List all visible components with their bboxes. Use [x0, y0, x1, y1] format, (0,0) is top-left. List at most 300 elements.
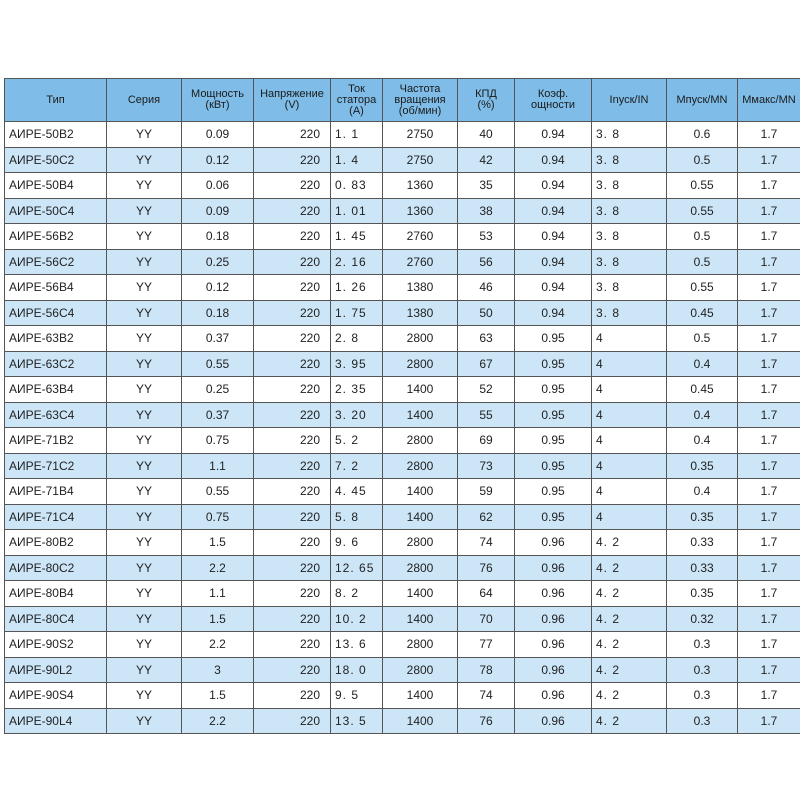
cell-max-torque-ratio: 1.7: [738, 402, 800, 428]
table-row: [5, 683, 800, 709]
cell-speed: 1400: [383, 606, 458, 632]
cell-series: YY: [107, 683, 182, 709]
cell-voltage: 220: [254, 173, 331, 199]
cell-series: YY: [107, 402, 182, 428]
cell-power: 1.1: [182, 453, 254, 479]
cell-efficiency: 74: [458, 530, 515, 556]
cell-start-current-ratio: 4: [592, 326, 667, 352]
cell-power: 2.2: [182, 555, 254, 581]
cell-stator-current: 2. 16: [331, 249, 383, 275]
table-row: [5, 657, 800, 683]
cell-power-factor: 0.96: [515, 683, 592, 709]
cell-max-torque-ratio: 1.7: [738, 147, 800, 173]
cell-efficiency: 46: [458, 275, 515, 301]
cell-series: YY: [107, 530, 182, 556]
cell-max-torque-ratio: 1.7: [738, 657, 800, 683]
cell-speed: 2800: [383, 351, 458, 377]
cell-start-current-ratio: 4. 2: [592, 657, 667, 683]
cell-type: АИРЕ-80В2: [5, 530, 107, 556]
cell-start-current-ratio: 3. 8: [592, 224, 667, 250]
cell-series: YY: [107, 632, 182, 658]
cell-stator-current: 8. 2: [331, 581, 383, 607]
cell-stator-current: 10. 2: [331, 606, 383, 632]
cell-start-torque-ratio: 0.35: [667, 453, 738, 479]
table-row: [5, 453, 800, 479]
cell-stator-current: 3. 95: [331, 351, 383, 377]
cell-type: АИРЕ-71В2: [5, 428, 107, 454]
cell-type: АИРЕ-80С4: [5, 606, 107, 632]
cell-type: АИРЕ-90S4: [5, 683, 107, 709]
cell-efficiency: 35: [458, 173, 515, 199]
cell-max-torque-ratio: 1.7: [738, 555, 800, 581]
cell-efficiency: 55: [458, 402, 515, 428]
cell-voltage: 220: [254, 198, 331, 224]
cell-efficiency: 70: [458, 606, 515, 632]
cell-series: YY: [107, 249, 182, 275]
cell-start-current-ratio: 3. 8: [592, 198, 667, 224]
table-row: [5, 632, 800, 658]
cell-max-torque-ratio: 1.7: [738, 581, 800, 607]
table-row: [5, 147, 800, 173]
table-row: [5, 581, 800, 607]
cell-max-torque-ratio: 1.7: [738, 275, 800, 301]
cell-series: YY: [107, 377, 182, 403]
cell-power: 0.55: [182, 479, 254, 505]
cell-power: 0.37: [182, 326, 254, 352]
cell-voltage: 220: [254, 530, 331, 556]
cell-stator-current: 1. 75: [331, 300, 383, 326]
cell-power-factor: 0.96: [515, 555, 592, 581]
cell-speed: 1380: [383, 275, 458, 301]
cell-start-torque-ratio: 0.5: [667, 147, 738, 173]
cell-voltage: 220: [254, 224, 331, 250]
table-row: [5, 275, 800, 301]
cell-start-current-ratio: 3. 8: [592, 249, 667, 275]
cell-voltage: 220: [254, 632, 331, 658]
cell-power-factor: 0.94: [515, 173, 592, 199]
cell-efficiency: 62: [458, 504, 515, 530]
cell-series: YY: [107, 428, 182, 454]
cell-start-current-ratio: 4: [592, 479, 667, 505]
table-row: [5, 428, 800, 454]
cell-voltage: 220: [254, 555, 331, 581]
cell-series: YY: [107, 708, 182, 734]
cell-power-factor: 0.95: [515, 479, 592, 505]
specs-table-container: [4, 78, 800, 734]
cell-max-torque-ratio: 1.7: [738, 249, 800, 275]
cell-power: 1.5: [182, 530, 254, 556]
cell-max-torque-ratio: 1.7: [738, 300, 800, 326]
table-row: [5, 122, 800, 148]
header-start-current-ratio: Inуск/IN: [592, 79, 667, 122]
cell-power-factor: 0.95: [515, 402, 592, 428]
cell-voltage: 220: [254, 708, 331, 734]
cell-speed: 1400: [383, 504, 458, 530]
header-power-factor: Коэф. ощности: [515, 79, 592, 122]
cell-type: АИРЕ-90S2: [5, 632, 107, 658]
cell-power-factor: 0.95: [515, 377, 592, 403]
table-row: [5, 555, 800, 581]
cell-efficiency: 69: [458, 428, 515, 454]
cell-series: YY: [107, 351, 182, 377]
cell-max-torque-ratio: 1.7: [738, 224, 800, 250]
cell-stator-current: 1. 1: [331, 122, 383, 148]
cell-voltage: 220: [254, 428, 331, 454]
cell-speed: 2800: [383, 632, 458, 658]
cell-start-torque-ratio: 0.33: [667, 530, 738, 556]
cell-series: YY: [107, 224, 182, 250]
cell-power: 0.06: [182, 173, 254, 199]
cell-start-current-ratio: 4: [592, 504, 667, 530]
cell-type: АИРЕ-63С2: [5, 351, 107, 377]
cell-power-factor: 0.94: [515, 122, 592, 148]
cell-series: YY: [107, 173, 182, 199]
motor-specs-table: [4, 78, 800, 734]
cell-speed: 2760: [383, 249, 458, 275]
cell-series: YY: [107, 275, 182, 301]
cell-power: 0.25: [182, 249, 254, 275]
table-row: [5, 224, 800, 250]
cell-speed: 2800: [383, 326, 458, 352]
cell-voltage: 220: [254, 275, 331, 301]
cell-max-torque-ratio: 1.7: [738, 606, 800, 632]
cell-speed: 1380: [383, 300, 458, 326]
cell-start-current-ratio: 4. 2: [592, 708, 667, 734]
cell-start-current-ratio: 4: [592, 428, 667, 454]
cell-stator-current: 1. 4: [331, 147, 383, 173]
cell-voltage: 220: [254, 300, 331, 326]
cell-start-current-ratio: 3. 8: [592, 173, 667, 199]
cell-start-torque-ratio: 0.4: [667, 479, 738, 505]
cell-type: АИРЕ-80С2: [5, 555, 107, 581]
cell-power-factor: 0.94: [515, 198, 592, 224]
cell-max-torque-ratio: 1.7: [738, 122, 800, 148]
cell-voltage: 220: [254, 377, 331, 403]
cell-efficiency: 76: [458, 708, 515, 734]
cell-efficiency: 76: [458, 555, 515, 581]
cell-power: 1.5: [182, 683, 254, 709]
cell-type: АИРЕ-80В4: [5, 581, 107, 607]
cell-type: АИРЕ-63В2: [5, 326, 107, 352]
cell-voltage: 220: [254, 479, 331, 505]
cell-stator-current: 1. 45: [331, 224, 383, 250]
cell-power: 2.2: [182, 708, 254, 734]
cell-speed: 1400: [383, 479, 458, 505]
cell-type: АИРЕ-56В2: [5, 224, 107, 250]
cell-power-factor: 0.96: [515, 632, 592, 658]
cell-power-factor: 0.94: [515, 300, 592, 326]
table-row: [5, 351, 800, 377]
cell-speed: 1400: [383, 581, 458, 607]
cell-speed: 1400: [383, 402, 458, 428]
cell-stator-current: 3. 20: [331, 402, 383, 428]
cell-max-torque-ratio: 1.7: [738, 683, 800, 709]
table-row: [5, 606, 800, 632]
cell-stator-current: 5. 2: [331, 428, 383, 454]
table-row: [5, 708, 800, 734]
cell-power: 0.12: [182, 147, 254, 173]
table-row: [5, 198, 800, 224]
cell-type: АИРЕ-50С2: [5, 147, 107, 173]
cell-start-current-ratio: 4. 2: [592, 632, 667, 658]
cell-start-torque-ratio: 0.3: [667, 632, 738, 658]
cell-voltage: 220: [254, 606, 331, 632]
cell-type: АИРЕ-50В4: [5, 173, 107, 199]
cell-start-current-ratio: 4: [592, 377, 667, 403]
cell-efficiency: 67: [458, 351, 515, 377]
cell-max-torque-ratio: 1.7: [738, 530, 800, 556]
cell-power: 0.09: [182, 122, 254, 148]
cell-start-torque-ratio: 0.45: [667, 300, 738, 326]
cell-start-torque-ratio: 0.5: [667, 249, 738, 275]
cell-power-factor: 0.94: [515, 249, 592, 275]
cell-power: 3: [182, 657, 254, 683]
cell-efficiency: 74: [458, 683, 515, 709]
cell-start-torque-ratio: 0.5: [667, 326, 738, 352]
cell-stator-current: 5. 8: [331, 504, 383, 530]
cell-start-torque-ratio: 0.33: [667, 555, 738, 581]
cell-speed: 1400: [383, 377, 458, 403]
cell-max-torque-ratio: 1.7: [738, 326, 800, 352]
cell-start-current-ratio: 4. 2: [592, 581, 667, 607]
cell-efficiency: 52: [458, 377, 515, 403]
cell-max-torque-ratio: 1.7: [738, 377, 800, 403]
header-efficiency: КПД (%): [458, 79, 515, 122]
cell-series: YY: [107, 453, 182, 479]
cell-type: АИРЕ-71С4: [5, 504, 107, 530]
cell-efficiency: 38: [458, 198, 515, 224]
cell-speed: 2750: [383, 122, 458, 148]
cell-series: YY: [107, 606, 182, 632]
cell-power: 0.75: [182, 504, 254, 530]
cell-start-torque-ratio: 0.3: [667, 683, 738, 709]
cell-power-factor: 0.96: [515, 606, 592, 632]
cell-power-factor: 0.96: [515, 708, 592, 734]
cell-power: 0.25: [182, 377, 254, 403]
cell-efficiency: 64: [458, 581, 515, 607]
cell-start-torque-ratio: 0.35: [667, 581, 738, 607]
cell-max-torque-ratio: 1.7: [738, 479, 800, 505]
cell-voltage: 220: [254, 504, 331, 530]
cell-start-current-ratio: 3. 8: [592, 122, 667, 148]
cell-power: 1.5: [182, 606, 254, 632]
table-row: [5, 173, 800, 199]
cell-efficiency: 63: [458, 326, 515, 352]
cell-voltage: 220: [254, 402, 331, 428]
cell-type: АИРЕ-71В4: [5, 479, 107, 505]
cell-start-torque-ratio: 0.32: [667, 606, 738, 632]
cell-series: YY: [107, 504, 182, 530]
cell-type: АИРЕ-56С4: [5, 300, 107, 326]
cell-series: YY: [107, 198, 182, 224]
cell-max-torque-ratio: 1.7: [738, 708, 800, 734]
cell-stator-current: 13. 6: [331, 632, 383, 658]
cell-power: 0.75: [182, 428, 254, 454]
cell-power: 0.55: [182, 351, 254, 377]
cell-efficiency: 50: [458, 300, 515, 326]
cell-start-torque-ratio: 0.55: [667, 198, 738, 224]
cell-stator-current: 9. 6: [331, 530, 383, 556]
cell-efficiency: 78: [458, 657, 515, 683]
cell-start-torque-ratio: 0.55: [667, 275, 738, 301]
cell-power-factor: 0.95: [515, 326, 592, 352]
cell-stator-current: 0. 83: [331, 173, 383, 199]
table-row: [5, 530, 800, 556]
cell-series: YY: [107, 555, 182, 581]
cell-power-factor: 0.95: [515, 428, 592, 454]
cell-start-torque-ratio: 0.5: [667, 224, 738, 250]
header-speed: Частота вращения (об/мин): [383, 79, 458, 122]
cell-voltage: 220: [254, 657, 331, 683]
cell-type: АИРЕ-90L4: [5, 708, 107, 734]
cell-speed: 1360: [383, 173, 458, 199]
cell-power-factor: 0.94: [515, 224, 592, 250]
cell-series: YY: [107, 581, 182, 607]
cell-voltage: 220: [254, 453, 331, 479]
header-voltage: Напряжение (V): [254, 79, 331, 122]
cell-power: 0.18: [182, 300, 254, 326]
table-body: [5, 122, 800, 734]
cell-start-current-ratio: 3. 8: [592, 147, 667, 173]
cell-stator-current: 2. 35: [331, 377, 383, 403]
header-stator-current: Ток статора (A): [331, 79, 383, 122]
table-row: [5, 402, 800, 428]
cell-start-current-ratio: 4: [592, 402, 667, 428]
table-row: [5, 326, 800, 352]
cell-stator-current: 7. 2: [331, 453, 383, 479]
cell-speed: 2800: [383, 453, 458, 479]
header-start-torque-ratio: Mпуск/MN: [667, 79, 738, 122]
cell-start-torque-ratio: 0.4: [667, 402, 738, 428]
cell-speed: 2800: [383, 555, 458, 581]
cell-start-current-ratio: 4: [592, 351, 667, 377]
cell-series: YY: [107, 122, 182, 148]
cell-max-torque-ratio: 1.7: [738, 632, 800, 658]
cell-start-torque-ratio: 0.4: [667, 351, 738, 377]
cell-stator-current: 9. 5: [331, 683, 383, 709]
cell-voltage: 220: [254, 122, 331, 148]
cell-start-current-ratio: 4. 2: [592, 555, 667, 581]
cell-max-torque-ratio: 1.7: [738, 428, 800, 454]
cell-max-torque-ratio: 1.7: [738, 198, 800, 224]
cell-power-factor: 0.94: [515, 147, 592, 173]
cell-start-torque-ratio: 0.35: [667, 504, 738, 530]
cell-power-factor: 0.94: [515, 275, 592, 301]
cell-type: АИРЕ-90L2: [5, 657, 107, 683]
cell-speed: 2750: [383, 147, 458, 173]
cell-series: YY: [107, 147, 182, 173]
cell-series: YY: [107, 326, 182, 352]
cell-stator-current: 4. 45: [331, 479, 383, 505]
cell-efficiency: 59: [458, 479, 515, 505]
cell-efficiency: 73: [458, 453, 515, 479]
cell-voltage: 220: [254, 683, 331, 709]
cell-stator-current: 1. 26: [331, 275, 383, 301]
cell-power: 0.18: [182, 224, 254, 250]
cell-voltage: 220: [254, 351, 331, 377]
cell-max-torque-ratio: 1.7: [738, 351, 800, 377]
cell-power-factor: 0.96: [515, 581, 592, 607]
cell-power: 0.37: [182, 402, 254, 428]
cell-power: 0.12: [182, 275, 254, 301]
cell-voltage: 220: [254, 249, 331, 275]
cell-efficiency: 42: [458, 147, 515, 173]
cell-max-torque-ratio: 1.7: [738, 453, 800, 479]
header-power: Мощность (кВт): [182, 79, 254, 122]
cell-power-factor: 0.95: [515, 504, 592, 530]
cell-start-current-ratio: 4. 2: [592, 530, 667, 556]
cell-series: YY: [107, 657, 182, 683]
cell-series: YY: [107, 300, 182, 326]
cell-power-factor: 0.96: [515, 657, 592, 683]
header-series: Серия: [107, 79, 182, 122]
cell-efficiency: 40: [458, 122, 515, 148]
table-row: [5, 504, 800, 530]
cell-voltage: 220: [254, 326, 331, 352]
cell-max-torque-ratio: 1.7: [738, 504, 800, 530]
cell-type: АИРЕ-50С4: [5, 198, 107, 224]
cell-start-current-ratio: 4: [592, 453, 667, 479]
table-row: [5, 249, 800, 275]
cell-voltage: 220: [254, 581, 331, 607]
cell-start-current-ratio: 3. 8: [592, 300, 667, 326]
cell-power: 1.1: [182, 581, 254, 607]
cell-series: YY: [107, 479, 182, 505]
cell-stator-current: 2. 8: [331, 326, 383, 352]
cell-type: АИРЕ-50В2: [5, 122, 107, 148]
cell-start-current-ratio: 4. 2: [592, 606, 667, 632]
cell-speed: 2800: [383, 428, 458, 454]
cell-voltage: 220: [254, 147, 331, 173]
cell-start-current-ratio: 3. 8: [592, 275, 667, 301]
cell-type: АИРЕ-63С4: [5, 402, 107, 428]
header-max-torque-ratio: Mмакс/MN: [738, 79, 800, 122]
cell-power-factor: 0.95: [515, 351, 592, 377]
cell-max-torque-ratio: 1.7: [738, 173, 800, 199]
table-row: [5, 377, 800, 403]
cell-efficiency: 53: [458, 224, 515, 250]
cell-stator-current: 1. 01: [331, 198, 383, 224]
cell-stator-current: 13. 5: [331, 708, 383, 734]
cell-start-current-ratio: 4. 2: [592, 683, 667, 709]
cell-type: АИРЕ-63В4: [5, 377, 107, 403]
cell-start-torque-ratio: 0.55: [667, 173, 738, 199]
cell-speed: 1360: [383, 198, 458, 224]
cell-start-torque-ratio: 0.3: [667, 657, 738, 683]
cell-speed: 2760: [383, 224, 458, 250]
header-row: [5, 79, 800, 122]
table-row: [5, 479, 800, 505]
cell-type: АИРЕ-56В4: [5, 275, 107, 301]
cell-start-torque-ratio: 0.45: [667, 377, 738, 403]
cell-power: 2.2: [182, 632, 254, 658]
cell-stator-current: 18. 0: [331, 657, 383, 683]
cell-stator-current: 12. 65: [331, 555, 383, 581]
cell-power: 0.09: [182, 198, 254, 224]
cell-speed: 1400: [383, 683, 458, 709]
cell-type: АИРЕ-71С2: [5, 453, 107, 479]
header-type: Тип: [5, 79, 107, 122]
table-row: [5, 300, 800, 326]
cell-efficiency: 56: [458, 249, 515, 275]
cell-efficiency: 77: [458, 632, 515, 658]
cell-start-torque-ratio: 0.4: [667, 428, 738, 454]
cell-start-torque-ratio: 0.6: [667, 122, 738, 148]
cell-power-factor: 0.96: [515, 530, 592, 556]
cell-speed: 1400: [383, 708, 458, 734]
cell-speed: 2800: [383, 530, 458, 556]
cell-type: АИРЕ-56С2: [5, 249, 107, 275]
